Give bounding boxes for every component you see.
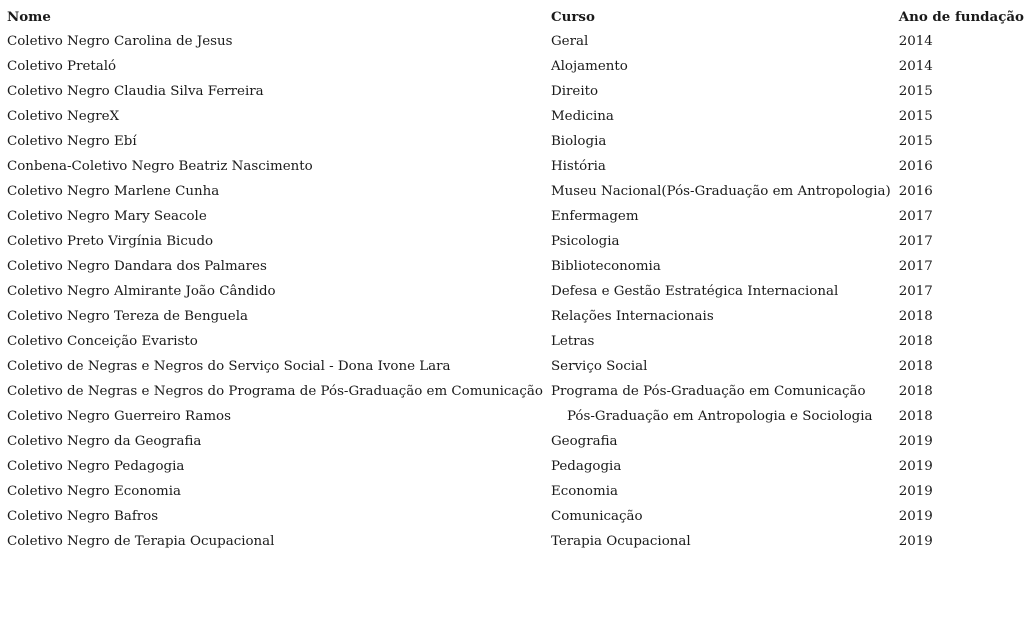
cell-nome: Coletivo Negro Guerreiro Ramos <box>7 409 231 424</box>
cell-curso: Economia <box>550 484 618 499</box>
cell-nome: Coletivo NegreX <box>7 109 120 124</box>
cell-nome: Coletivo Negro Claudia Silva Ferreira <box>7 84 264 99</box>
cell-ano: 2014 <box>898 59 933 74</box>
cell-nome: Coletivo Negro Dandara dos Palmares <box>7 259 267 274</box>
cell-curso: Alojamento <box>550 59 628 74</box>
table-row <box>3 329 1028 354</box>
cell-nome: Coletivo Negro Almirante João Cândido <box>7 284 276 299</box>
cell-curso: Geral <box>550 34 589 49</box>
cell-curso: Defesa e Gestão Estratégica Internacional <box>550 284 839 299</box>
cell-nome: Coletivo Negro Ebí <box>7 134 137 149</box>
cell-ano: 2019 <box>898 459 933 474</box>
cell-curso: Enfermagem <box>550 209 639 224</box>
table-row <box>3 454 1028 479</box>
cell-ano: 2019 <box>898 509 933 524</box>
table-row <box>3 529 1028 554</box>
table-row <box>3 154 1028 179</box>
cell-curso: Biblioteconomia <box>550 259 661 274</box>
table-row <box>3 304 1028 329</box>
table-row <box>3 104 1028 129</box>
cell-ano: 2015 <box>898 134 933 149</box>
table-row <box>3 479 1028 504</box>
table-body <box>3 29 1028 554</box>
cell-nome: Coletivo Negro Economia <box>7 484 181 499</box>
cell-ano: 2016 <box>898 159 933 174</box>
cell-ano: 2015 <box>898 109 933 124</box>
cell-nome: Coletivo Negro Mary Seacole <box>7 209 207 224</box>
cell-nome: Coletivo Negro Marlene Cunha <box>7 184 220 199</box>
table-row <box>3 79 1028 104</box>
table-row <box>3 129 1028 154</box>
cell-ano: 2019 <box>898 484 933 499</box>
cell-nome: Coletivo Negro Pedagogia <box>7 459 185 474</box>
cell-ano: 2018 <box>898 409 933 424</box>
cell-ano: 2019 <box>898 434 933 449</box>
table-row <box>3 429 1028 454</box>
cell-nome: Coletivo Negro de Terapia Ocupacional <box>7 534 275 549</box>
cell-ano: 2018 <box>898 309 933 324</box>
cell-nome: Coletivo Preto Virgínia Bicudo <box>7 234 214 249</box>
cell-curso: História <box>550 159 606 174</box>
table-row <box>3 254 1028 279</box>
header-ano: Ano de fundação <box>898 8 1024 25</box>
cell-nome: Coletivo Negro da Geografia <box>7 434 202 449</box>
cell-curso: Medicina <box>550 109 614 124</box>
cell-curso: Biologia <box>550 134 607 149</box>
cell-curso: Serviço Social <box>550 359 648 374</box>
table-row <box>3 279 1028 304</box>
table-row <box>3 229 1028 254</box>
table-row <box>3 379 1028 404</box>
cell-curso: Pós-Graduação em Antropologia e Sociologia <box>566 409 873 424</box>
cell-curso: Relações Internacionais <box>550 309 714 324</box>
coletivos-table <box>3 4 1028 554</box>
cell-curso: Comunicação <box>550 509 643 524</box>
cell-ano: 2018 <box>898 334 933 349</box>
table-header-row <box>3 4 1028 29</box>
cell-curso: Terapia Ocupacional <box>550 534 691 549</box>
cell-ano: 2018 <box>898 359 933 374</box>
cell-nome: Coletivo de Negras e Negros do Programa de Pós-Graduação em Comunicação <box>7 384 543 399</box>
cell-nome: Coletivo Negro Bafros <box>7 509 159 524</box>
header-curso: Curso <box>550 8 595 25</box>
table-row <box>3 204 1028 229</box>
cell-curso: Museu Nacional(Pós-Graduação em Antropologia) <box>550 184 891 199</box>
cell-curso: Letras <box>550 334 595 349</box>
table-row <box>3 354 1028 379</box>
cell-ano: 2016 <box>898 184 933 199</box>
table-row <box>3 29 1028 54</box>
cell-nome: Conbena-Coletivo Negro Beatriz Nascimento <box>7 159 313 174</box>
cell-ano: 2017 <box>898 284 933 299</box>
cell-nome: Coletivo Pretaló <box>7 59 117 74</box>
cell-ano: 2018 <box>898 384 933 399</box>
cell-curso: Programa de Pós-Graduação em Comunicação <box>550 384 866 399</box>
cell-ano: 2017 <box>898 259 933 274</box>
cell-curso: Pedagogia <box>550 459 622 474</box>
cell-curso: Geografia <box>550 434 618 449</box>
cell-ano: 2017 <box>898 234 933 249</box>
table-row <box>3 54 1028 79</box>
cell-ano: 2017 <box>898 209 933 224</box>
table-row <box>3 404 1028 429</box>
table-row <box>3 179 1028 204</box>
cell-curso: Direito <box>550 84 599 99</box>
cell-ano: 2019 <box>898 534 933 549</box>
cell-ano: 2014 <box>898 34 933 49</box>
cell-curso: Psicologia <box>550 234 620 249</box>
cell-ano: 2015 <box>898 84 933 99</box>
cell-nome: Coletivo Conceição Evaristo <box>7 334 198 349</box>
cell-nome: Coletivo de Negras e Negros do Serviço Social - Dona Ivone Lara <box>7 359 451 374</box>
header-nome: Nome <box>7 8 51 25</box>
table-row <box>3 504 1028 529</box>
cell-nome: Coletivo Negro Carolina de Jesus <box>7 34 233 49</box>
cell-nome: Coletivo Negro Tereza de Benguela <box>7 309 248 324</box>
